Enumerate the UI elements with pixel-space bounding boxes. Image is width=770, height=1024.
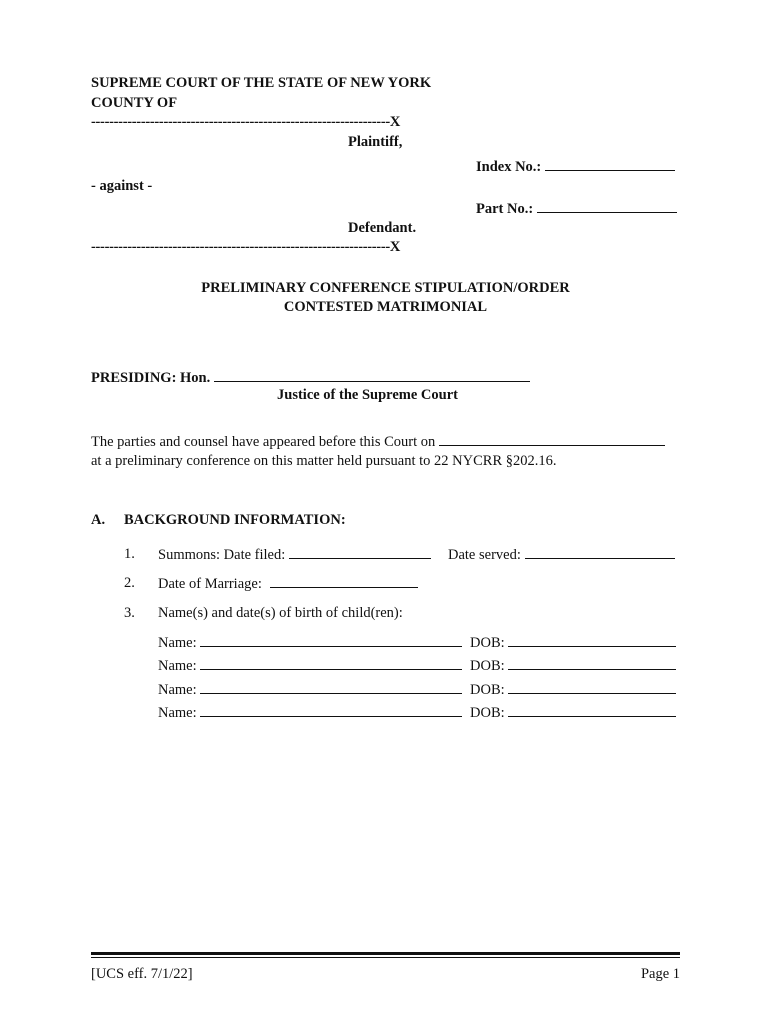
date-filed-blank[interactable]	[289, 545, 431, 559]
marriage-date-blank[interactable]	[270, 574, 418, 588]
child-name-field	[158, 633, 462, 652]
index-number-field	[476, 157, 675, 176]
intro-text-line2: at a preliminary conference on this matter held pursuant to 22 NYCRR §202.16.	[91, 453, 557, 469]
index-number-blank[interactable]	[545, 157, 675, 171]
item-number: 2.	[124, 575, 135, 591]
dob-label: DOB:	[470, 682, 505, 698]
child-name-blank[interactable]	[200, 680, 462, 694]
document-title: PRELIMINARY CONFERENCE STIPULATION/ORDER	[201, 280, 570, 296]
child-name-field	[158, 656, 462, 675]
date-served-label: Date served:	[448, 547, 521, 563]
child-dob-field	[470, 703, 676, 722]
dob-label: DOB:	[470, 635, 505, 651]
name-label: Name:	[158, 635, 197, 651]
child-name-blank[interactable]	[200, 703, 462, 717]
child-name-field	[158, 703, 462, 722]
against-label: - against -	[91, 178, 153, 194]
child-dob-field	[470, 680, 676, 699]
plaintiff-label: Plaintiff,	[348, 134, 403, 150]
presiding-judge-blank[interactable]	[214, 368, 530, 382]
child-name-field	[158, 680, 462, 699]
name-label: Name:	[158, 705, 197, 721]
part-number-label: Part No.:	[476, 201, 534, 217]
appearance-date-field	[91, 432, 665, 451]
marriage-date-label: Date of Marriage:	[158, 576, 262, 592]
part-number-blank[interactable]	[537, 199, 677, 213]
section-a-heading: BACKGROUND INFORMATION:	[124, 512, 346, 528]
child-name-blank[interactable]	[200, 633, 462, 647]
child-dob-blank[interactable]	[508, 656, 676, 670]
marriage-date-field	[158, 574, 418, 593]
summons-filed-label: Summons: Date filed:	[158, 547, 286, 563]
footer-rule-thick	[91, 952, 680, 955]
child-dob-field	[470, 656, 676, 675]
dob-label: DOB:	[470, 705, 505, 721]
index-number-label: Index No.:	[476, 159, 542, 175]
name-label: Name:	[158, 682, 197, 698]
part-number-field	[476, 199, 677, 218]
section-a-letter: A.	[91, 512, 106, 528]
appearance-date-blank[interactable]	[439, 432, 665, 446]
caption-divider-bottom: ------------------------------------------------------------------X	[91, 239, 401, 255]
item-number: 1.	[124, 546, 135, 562]
item-number: 3.	[124, 605, 135, 621]
summons-filed-field	[158, 545, 431, 564]
document-subtitle: CONTESTED MATRIMONIAL	[283, 299, 488, 315]
child-dob-blank[interactable]	[508, 703, 676, 717]
defendant-label: Defendant.	[348, 220, 417, 236]
justice-caption: Justice of the Supreme Court	[277, 387, 458, 403]
presiding-field	[91, 368, 530, 387]
footer-rule-thin	[91, 957, 680, 958]
child-dob-blank[interactable]	[508, 680, 676, 694]
child-name-blank[interactable]	[200, 656, 462, 670]
form-revision: [UCS eff. 7/1/22]	[91, 966, 193, 982]
county-label: COUNTY OF	[91, 95, 178, 111]
page-number: Page 1	[640, 966, 680, 982]
children-heading: Name(s) and date(s) of birth of child(ren):	[158, 605, 403, 621]
child-dob-blank[interactable]	[508, 633, 676, 647]
name-label: Name:	[158, 658, 197, 674]
caption-divider-top: ------------------------------------------------------------------X	[91, 114, 401, 130]
dob-label: DOB:	[470, 658, 505, 674]
date-served-blank[interactable]	[525, 545, 675, 559]
presiding-label: PRESIDING: Hon.	[91, 370, 211, 386]
court-name: SUPREME COURT OF THE STATE OF NEW YORK	[91, 75, 432, 91]
date-served-field	[448, 545, 675, 564]
intro-text-line1: The parties and counsel have appeared before this Court on	[91, 434, 436, 450]
child-dob-field	[470, 633, 676, 652]
